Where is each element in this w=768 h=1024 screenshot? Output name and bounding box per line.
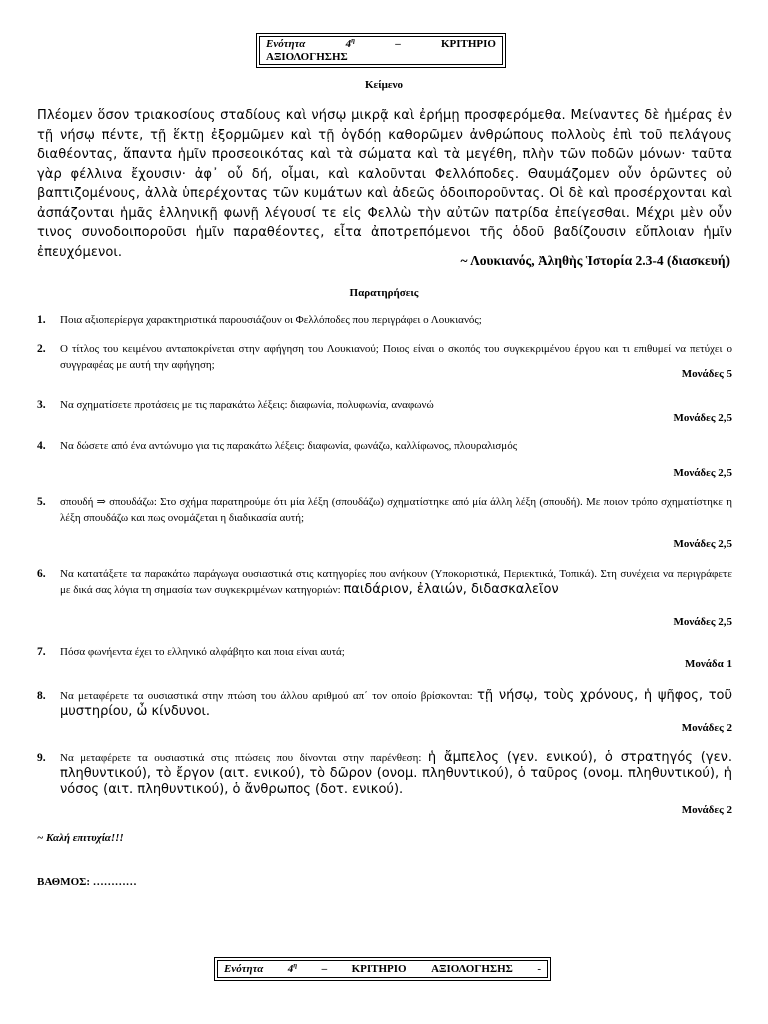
question-number: 1.: [37, 314, 46, 326]
question-item: [37, 312, 732, 328]
observations-title: Παρατηρήσεις: [349, 287, 419, 299]
question-number: 6.: [37, 568, 46, 580]
ancient-text: Πλέομεν ὅσον τριακοσίους σταδίους καὶ νήσῳ μικρᾷ καὶ ἐρήμῃ προσφερόμεθα. Μείναντες δὲ ἡμέρας ἐν τῇ νήσῳ πέντε, τῇ ἕκτῃ ἐξορμῶμεν καὶ τῇ ὀγδόῃ καθορῶμεν ἀνθρώπους πολλοὺς ἐπὶ τοῦ πελάγους διαθέοντας, ἅπαντα ἡμῖν προσεοικότας καὶ τὰ σώματα καὶ τὰ μεγέθη, πλὴν τῶν ποδῶν μόνων· ταῦτα γὰρ φέλλινα ἔχουσιν· ἀφ᾽ οὗ δή, οἶμαι, καὶ καλοῦνται Φελλόποδες. Θαυμάζομεν οὖν ὁρῶντες οὐ βαπτιζομένους, ἀλλὰ ὑπερέχοντας τῶν κυμάτων καὶ ἀδεῶς ὁδοιποροῦντας. Οἱ δὲ καὶ προσέρχονται καὶ ἀσπάζονται ἡμᾶς ἑλληνικῇ φωνῇ λέγουσί τε εἰς Φελλὼ τὴν αὐτῶν πατρίδα ἐπείγεσθαι. Μέχρι μὲν οὖν τινος συνοδοιποροῦσι ἡμῖν παραθέοντες, εἶτα ἀποτρεπόμενοι τῆς ὁδοῦ βαδίζουσιν εὔπλοιαν ἡμῖν ἐπευχόμενοι.: [37, 108, 732, 260]
question-text: Να σχηματίσετε προτάσεις με τις παρακάτω λέξεις: διαφωνία, πολυφωνία, αναφωνώ: [60, 399, 434, 411]
question-number: 5.: [37, 496, 46, 508]
question-text: Να μεταφέρετε τα ουσιαστικά στην πτώση του άλλου αριθμού απ΄ τον οποίο βρίσκονται:: [60, 690, 473, 702]
question-text-block: [60, 438, 732, 454]
footer-evaluation: ΑΞΙΟΛΟΓΗΣΗΣ: [431, 963, 513, 975]
question-item: [37, 341, 732, 373]
question-number: 9.: [37, 752, 46, 764]
footer-unit: Ενότητα: [224, 963, 264, 975]
citation: ~ Λουκιανός, Ἀληθὴς Ἱστορία 2.3-4 (διασκευή): [460, 253, 730, 268]
question-item: [37, 644, 732, 660]
question-item: [37, 438, 732, 454]
header-criterion: ΚΡΙΤΗΡΙΟ: [440, 38, 496, 50]
question-text-block: [60, 341, 732, 373]
question-text-block: [60, 312, 732, 328]
footer-criterion: ΚΡΙΤΗΡΙΟ: [351, 963, 407, 975]
question-number: 7.: [37, 646, 46, 658]
question-marks: Μονάδες 2: [681, 804, 732, 816]
header-row: [266, 38, 496, 51]
question-text-block: [60, 688, 732, 720]
text-title: Κείμενο: [364, 79, 404, 91]
question-item: [37, 566, 732, 598]
question-item: [37, 397, 732, 413]
question-item: [37, 750, 732, 798]
footer-trail: -: [537, 963, 541, 975]
question-marks: Μονάδες 2,5: [673, 616, 732, 628]
question-item: [37, 688, 732, 720]
question-text: Πόσα φωνήεντα έχει το ελληνικό αλφάβητο και ποια είναι αυτά;: [60, 646, 345, 658]
question-number: 2.: [37, 343, 46, 355]
question-number: 3.: [37, 399, 46, 411]
question-text: σπουδή ⇒ σπουδάζω: Στο σχήμα παρατηρούμε ότι μία λέξη (σπουδάζω) σχηματίστηκε από μία άλλη λέξη (σπουδή). Με ποιον τρόπο σχηματίστηκε η λέξη σπουδάζω και πως ονομάζεται η διαδικασία αυτή;: [60, 496, 732, 524]
question-marks: Μονάδες 5: [681, 368, 732, 380]
question-greek-words: ἡ ἄμπελος (γεν. ενικού), ὁ στρατηγός (γεν. πληθυντικού), τὸ ἔργον (αιτ. ενικού), τὸ δῶρον (ονομ. πληθυντικού), ὁ ταῦρος (ονομ. πληθυντικού), ἡ νόσος (αιτ. πληθυντικού), ὁ ἄνθρωπος (δοτ. ενικού).: [60, 750, 732, 797]
footer-dash: –: [321, 963, 328, 975]
question-marks: Μονάδες 2,5: [673, 467, 732, 479]
question-greek-words: τῇ νήσῳ, τοὺς χρόνους, ἡ ψῆφος, τοῦ μυστηρίου, ὦ κίνδυνοι.: [60, 688, 733, 719]
grade-field: ΒΑΘΜΟΣ: …………: [37, 876, 137, 888]
footer-unit-number: $4^\eta$: [287, 961, 298, 975]
question-text: Να δώσετε από ένα αντώνυμο για τις παρακάτω λέξεις: διαφωνία, φωνάζω, καλλίφωνος, πλουραλισμός: [60, 440, 518, 452]
question-text-block: [60, 566, 732, 598]
header-evaluation: ΑΞΙΟΛΟΓΗΣΗΣ: [266, 51, 348, 63]
question-text-block: [60, 750, 732, 798]
header-unit: Ενότητα: [266, 38, 306, 50]
question-number: 4.: [37, 440, 46, 452]
question-text-block: [60, 644, 732, 660]
question-marks: Μονάδα 1: [684, 658, 732, 670]
question-marks: Μονάδες 2,5: [673, 538, 732, 550]
question-item: [37, 494, 732, 526]
question-text: Να κατατάξετε τα παρακάτω παράγωγα ουσιαστικά στις κατηγορίες που ανήκουν (Υποκοριστικά, Περιεκτικά, Τοπικά). Στη συνέχεια να περιγράφετε με δικά σας λόγια τη σημασία των συγκεκριμένων κατηγοριών:: [60, 568, 732, 596]
question-text-block: [60, 397, 732, 413]
question-text: Ποια αξιοπερίεργα χαρακτηριστικά παρουσιάζουν οι Φελλόποδες που περιγράφει ο Λουκιανός;: [60, 314, 482, 326]
good-luck-text: ~ Καλή επιτυχία!!!: [37, 832, 124, 844]
header-dash: –: [395, 38, 401, 50]
header-box: [259, 36, 503, 65]
footer-box: [217, 960, 548, 978]
question-text: Ο τίτλος του κειμένου ανταποκρίνεται στην αφήγηση του Λουκιανού; Ποιος είναι ο σκοπός του συγκεκριμένου έργου και τι επιθυμεί να πετύχει ο συγγραφέας με αυτή την αφήγηση;: [60, 343, 732, 371]
question-text: Να μεταφέρετε τα ουσιαστικά στις πτώσεις που δίνονται στην παρένθεση:: [60, 752, 422, 764]
header-unit-number: $4^\eta$: [345, 36, 355, 50]
question-number: 8.: [37, 690, 46, 702]
question-marks: Μονάδες 2: [681, 722, 732, 734]
question-text-block: [60, 494, 732, 526]
question-greek-words: παιδάριον, ἐλαιών, διδασκαλεῖον: [343, 582, 559, 597]
question-marks: Μονάδες 2,5: [673, 412, 732, 424]
